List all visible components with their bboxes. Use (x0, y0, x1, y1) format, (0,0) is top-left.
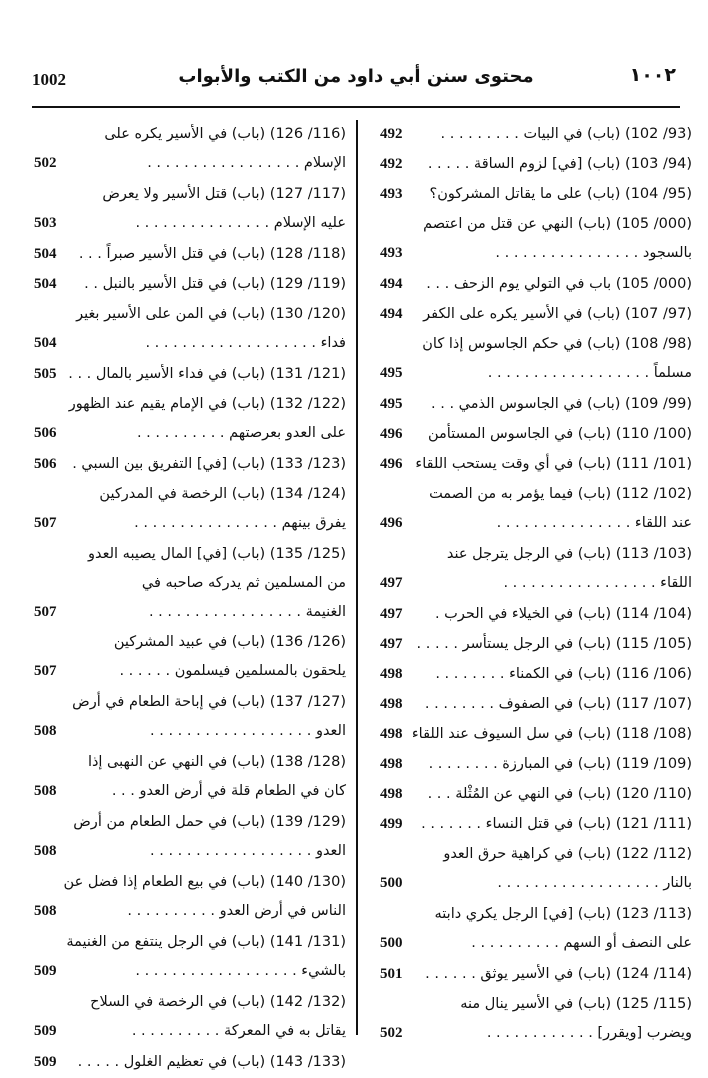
toc-entry-page-number: 496 (380, 515, 403, 531)
toc-entry-text: (94/ 103) (باب) [في] لزوم الساقة . . . . . (427, 156, 692, 172)
toc-entry-text: الإسلام . . . . . . . . . . . . . . . . . (147, 155, 346, 171)
page-number-arabic: ١٠٠٢ (629, 64, 676, 86)
toc-entry-text: (104/ 114) (باب) في الخيلاء في الحرب . (434, 606, 692, 622)
toc-entry-page-number: 493 (380, 245, 403, 261)
toc-entry (380, 630, 692, 660)
toc-entry-page-number: 501 (380, 966, 403, 982)
toc-entry-page-number: 497 (380, 636, 403, 652)
toc-entry-page-number: 496 (380, 426, 403, 442)
toc-entry-text: بالشيء . . . . . . . . . . . . . . . . . . (135, 963, 346, 979)
toc-entry-text: (117/ 127) (باب) قتل الأسير ولا يعرض (102, 186, 346, 202)
toc-entry-text: الغنيمة . . . . . . . . . . . . . . . . . (148, 604, 346, 620)
toc-entry (380, 690, 692, 720)
toc-entry-page-number: 494 (380, 276, 403, 292)
toc-entry (34, 120, 346, 180)
toc-entry (34, 808, 346, 868)
toc-entry (380, 390, 692, 420)
toc-entry (380, 750, 692, 780)
toc-entry-text: (105/ 115) (باب) في الرجل يستأسر . . . . . (416, 636, 692, 652)
toc-entry-text: (133/ 143) (باب) في تعظيم الغلول . . . . . (77, 1054, 346, 1070)
toc-entry-text: يلحقون بالمسلمين فيسلمون . . . . . . (119, 663, 346, 679)
toc-entry-text: (126/ 136) (باب) في عبيد المشركين (113, 634, 346, 650)
toc-entry (380, 840, 692, 900)
toc-entry-text: من المسلمين ثم يدركه صاحبه في (141, 575, 346, 591)
toc-entry-text: (132/ 142) (باب) في الرخصة في السلاح (90, 994, 346, 1010)
toc-entry-text: (123/ 133) (باب) [في] التفريق بين السبي . (72, 456, 346, 472)
toc-entry (34, 868, 346, 928)
toc-column-left (34, 120, 346, 1070)
toc-entry (34, 180, 346, 240)
toc-entry-page-number: 500 (380, 875, 403, 891)
toc-entry-text: (110/ 120) (باب) في النهي عن المُثْلة . . . (427, 786, 692, 802)
toc-entry (380, 540, 692, 600)
toc-entry (380, 300, 692, 330)
toc-entry-text: (99/ 109) (باب) في الجاسوس الذمي . . . (431, 396, 692, 412)
toc-entry-page-number: 498 (380, 726, 403, 742)
toc-entry-page-number: 505 (34, 366, 57, 382)
toc-entry-text: (103/ 113) (باب) في الرجل يترجل عند (446, 546, 692, 562)
toc-entry-text: (93/ 102) (باب) في البيات . . . . . . . . . (440, 126, 692, 142)
toc-entry-text: يفرق بينهم . . . . . . . . . . . . . . . . (134, 515, 346, 531)
toc-entry-text: (118/ 128) (باب) في قتل الأسير صبراً . . . (78, 246, 346, 262)
toc-entry (380, 660, 692, 690)
toc-entry (34, 628, 346, 688)
toc-entry-text: (114/ 124) (باب) في الأسير يوثق . . . . . . (425, 966, 692, 982)
toc-entry-text: (95/ 104) (باب) على ما يقاتل المشركون؟ (429, 186, 692, 202)
toc-entry-text: يقاتل به في المعركة . . . . . . . . . . (131, 1023, 346, 1039)
toc-entry (380, 450, 692, 480)
toc-entry-page-number: 492 (380, 156, 403, 172)
toc-entry (34, 360, 346, 390)
toc-entry-text: (106/ 116) (باب) في الكمناء . . . . . . . . (435, 666, 692, 682)
toc-entry-page-number: 504 (34, 335, 57, 351)
toc-entry (380, 810, 692, 840)
toc-entry-text: على العدو بعرصتهم . . . . . . . . . . (136, 425, 346, 441)
toc-entry-text: (000/ 105) (باب) النهي عن قتل من اعتصم (423, 216, 692, 232)
toc-entry (380, 960, 692, 990)
toc-entry-text: اللقاء . . . . . . . . . . . . . . . . . (503, 575, 692, 591)
toc-entry-text: (125/ 135) (باب) [في] المال يصيبه العدو (88, 546, 346, 562)
toc-entry-page-number: 499 (380, 816, 403, 832)
toc-entry-text: (111/ 121) (باب) في قتل النساء . . . . . . . (421, 816, 692, 832)
toc-entry (34, 928, 346, 988)
toc-entry-page-number: 502 (380, 1025, 403, 1041)
toc-entry-page-number: 495 (380, 396, 403, 412)
toc-entry-text: (97/ 107) (باب) في الأسير يكره على الكفر (423, 306, 692, 322)
toc-entry-text: فداء . . . . . . . . . . . . . . . . . . . (145, 335, 346, 351)
toc-entry (380, 180, 692, 210)
toc-entry (380, 900, 692, 960)
toc-entry-text: (102/ 112) (باب) فيما يؤمر به من الصمت (429, 486, 692, 502)
page-number-latin: 1002 (32, 70, 66, 89)
toc-entry (34, 988, 346, 1048)
toc-entry-text: (108/ 118) (باب) في سل السيوف عند اللقاء (411, 726, 692, 742)
toc-entry-page-number: 508 (34, 783, 57, 799)
toc-entry-text: (122/ 132) (باب) في الإمام يقيم عند الظهور (68, 396, 346, 412)
toc-entry (380, 420, 692, 450)
toc-entry-page-number: 493 (380, 186, 403, 202)
toc-entry-page-number: 508 (34, 723, 57, 739)
toc-entry (34, 300, 346, 360)
toc-entry (380, 330, 692, 390)
toc-entry-page-number: 498 (380, 666, 403, 682)
toc-entry-page-number: 509 (34, 1023, 57, 1039)
toc-entry-text: (98/ 108) (باب) في حكم الجاسوس إذا كان (422, 336, 692, 352)
toc-entry-text: ويضرب [ويقرر] . . . . . . . . . . . . (486, 1025, 692, 1041)
toc-entry (34, 540, 346, 628)
toc-entry-page-number: 500 (380, 935, 403, 951)
toc-entry-page-number: 504 (34, 276, 57, 292)
toc-entry-text: (129/ 139) (باب) في حمل الطعام من أرض (73, 814, 346, 830)
toc-entry-text: عند اللقاء . . . . . . . . . . . . . . . (496, 515, 692, 531)
toc-entry (380, 150, 692, 180)
toc-entry (380, 120, 692, 150)
toc-entry-text: بالنار . . . . . . . . . . . . . . . . . . (497, 875, 692, 891)
toc-entry-text: (119/ 129) (باب) في قتل الأسير بالنبل . . (84, 276, 346, 292)
toc-entry-text: (121/ 131) (باب) في فداء الأسير بالمال . . . (68, 366, 346, 382)
toc-entry-page-number: 503 (34, 215, 57, 231)
toc-entry-page-number: 498 (380, 696, 403, 712)
toc-entry-page-number: 508 (34, 903, 57, 919)
toc-entry-text: (115/ 125) (باب) في الأسير ينال منه (460, 996, 692, 1012)
toc-entry-text: (120/ 130) (باب) في المن على الأسير بغير (76, 306, 346, 322)
toc-entry-page-number: 496 (380, 456, 403, 472)
toc-entry (34, 240, 346, 270)
toc-entry-page-number: 497 (380, 575, 403, 591)
toc-entry-text: (131/ 141) (باب) في الرجل ينتفع من الغنيمة (66, 934, 346, 950)
toc-entry-text: عليه الإسلام . . . . . . . . . . . . . . . (135, 215, 346, 231)
toc-entry-text: (127/ 137) (باب) في إباحة الطعام في أرض (72, 694, 346, 710)
toc-entry-text: على النصف أو السهم . . . . . . . . . . (471, 935, 692, 951)
toc-entry-text: الناس في أرض العدو . . . . . . . . . . (127, 903, 346, 919)
toc-entry-text: العدو . . . . . . . . . . . . . . . . . . (150, 723, 346, 739)
toc-entry-text: (101/ 111) (باب) في أي وقت يستحب اللقاء (415, 456, 692, 472)
toc-entry-text: بالسجود . . . . . . . . . . . . . . . . (495, 245, 692, 261)
toc-entry-text: (124/ 134) (باب) الرخصة في المدركين (99, 486, 346, 502)
toc-entry-page-number: 508 (34, 843, 57, 859)
running-title: محتوى سنن أبي داود من الكتب والأبواب (178, 66, 534, 87)
toc-entry-text: (128/ 138) (باب) في النهي عن النهبى إذا (87, 754, 346, 770)
toc-entry-page-number: 495 (380, 365, 403, 381)
toc-entry (34, 1048, 346, 1078)
toc-entry-page-number: 494 (380, 306, 403, 322)
toc-entry-page-number: 492 (380, 126, 403, 142)
toc-entry (34, 270, 346, 300)
toc-entry (380, 210, 692, 270)
toc-entry (380, 720, 692, 750)
toc-entry-text: العدو . . . . . . . . . . . . . . . . . . (150, 843, 346, 859)
toc-entry-page-number: 506 (34, 456, 57, 472)
toc-entry-text: (107/ 117) (باب) في الصفوف . . . . . . . . (424, 696, 692, 712)
toc-entry-text: كان في الطعام قلة في أرض العدو . . . (111, 783, 346, 799)
toc-entry (380, 270, 692, 300)
toc-entry-text: مسلماً . . . . . . . . . . . . . . . . . . (487, 365, 692, 381)
toc-entry-text: (116/ 126) (باب) في الأسير يكره على (104, 126, 346, 142)
toc-entry-text: (109/ 119) (باب) في المبارزة . . . . . . . . (428, 756, 692, 772)
toc-entry-page-number: 502 (34, 155, 57, 171)
toc-entry-text: (000/ 105) باب في التولي يوم الزحف . . . (426, 276, 692, 292)
toc-entry-page-number: 497 (380, 606, 403, 622)
page-header (32, 60, 680, 108)
toc-entry (34, 390, 346, 450)
toc-column-right (380, 120, 692, 1041)
toc-entry (380, 600, 692, 630)
toc-entry (34, 748, 346, 808)
toc-entry (380, 480, 692, 540)
toc-entry (34, 688, 346, 748)
toc-entry-text: (100/ 110) (باب) في الجاسوس المستأمن (427, 426, 692, 442)
toc-entry-page-number: 509 (34, 963, 57, 979)
toc-entry (34, 450, 346, 480)
toc-entry-page-number: 498 (380, 756, 403, 772)
toc-entry-page-number: 506 (34, 425, 57, 441)
toc-entry-page-number: 507 (34, 663, 57, 679)
toc-entry (34, 480, 346, 540)
column-divider (356, 120, 358, 1035)
toc-entry-text: (113/ 123) (باب) [في] الرجل يكري دابته (434, 906, 692, 922)
toc-entry-page-number: 504 (34, 246, 57, 262)
toc-entry-page-number: 507 (34, 604, 57, 620)
toc-entry-text: (112/ 122) (باب) في كراهية حرق العدو (443, 846, 692, 862)
toc-entry-text: (130/ 140) (باب) في بيع الطعام إذا فضل عن (63, 874, 346, 890)
toc-entry (380, 780, 692, 810)
toc-entry (380, 990, 692, 1050)
toc-entry-page-number: 509 (34, 1054, 57, 1070)
toc-entry-page-number: 498 (380, 786, 403, 802)
toc-entry-page-number: 507 (34, 515, 57, 531)
